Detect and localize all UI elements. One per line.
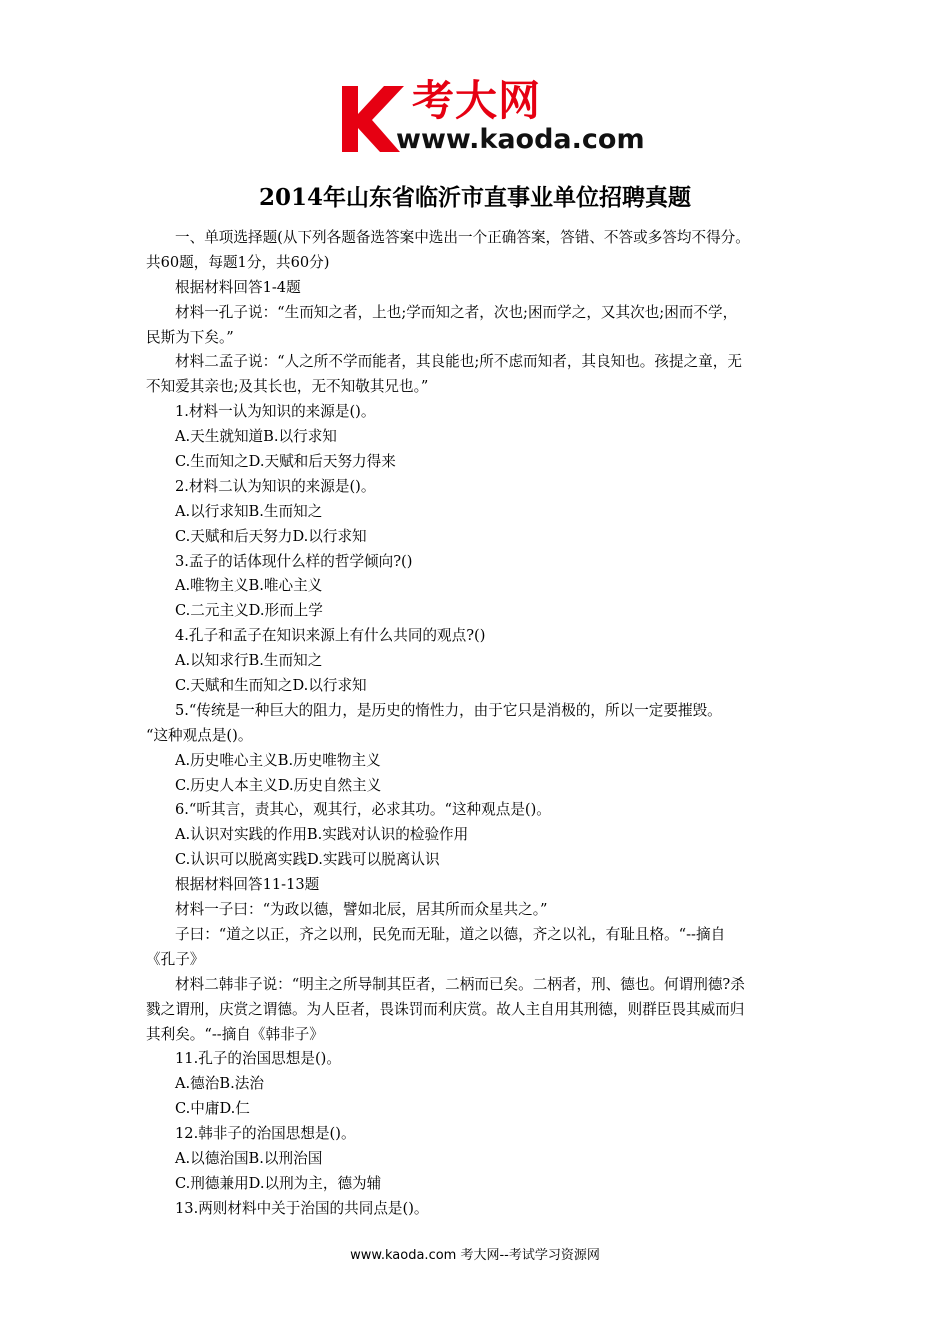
logo-brand-name: 考大网 bbox=[412, 76, 542, 125]
text-line: 戮之谓刑，庆赏之谓德。为人臣者，畏诛罚而利庆赏。故人主自用其刑德，则群臣畏其威而归 bbox=[146, 1000, 745, 1018]
text-line: C.生而知之D.天赋和后天努力得来 bbox=[175, 453, 396, 471]
text-line: 13.两则材料中关于治国的共同点是()。 bbox=[175, 1199, 429, 1217]
text-line: 一、单项选择题(从下列各题备选答案中选出一个正确答案，答错、不答或多答均不得分。 bbox=[175, 229, 750, 246]
text-line: 材料二孟子说：“人之所不学而能者，其良能也;所不虑而知者，其良知也。孩提之童，无 bbox=[175, 353, 742, 371]
text-line: A.唯物主义B.唯心主义 bbox=[175, 577, 323, 595]
document-body bbox=[146, 226, 816, 1222]
text-line: 材料一孔子说：“生而知之者，上也;学而知之者，次也;困而学之，又其次也;困而不学， bbox=[175, 303, 738, 321]
text-line: C.刑德兼用D.以刑为主，德为辅 bbox=[175, 1174, 382, 1192]
text-line: C.中庸D.仁 bbox=[175, 1100, 250, 1118]
text-line: C.历史人本主义D.历史自然主义 bbox=[175, 776, 382, 794]
page-footer: www.kaoda.com 考大网--考试学习资源网 bbox=[350, 1248, 600, 1263]
text-line: 材料一子曰：“为政以德，譬如北辰，居其所而众星共之。” bbox=[175, 901, 548, 919]
text-line: A.以知求行B.生而知之 bbox=[175, 652, 323, 670]
text-line: A.认识对实践的作用B.实践对认识的检验作用 bbox=[175, 826, 469, 844]
logo-url: www.kaoda.com bbox=[396, 124, 645, 155]
text-line: 子曰：“道之以正，齐之以刑，民免而无耻，道之以德，齐之以礼，有耻且格。“--摘自 bbox=[175, 925, 726, 943]
kaoda-logo[interactable] bbox=[338, 78, 658, 158]
text-line: 根据材料回答11-13题 bbox=[175, 876, 320, 894]
text-line: A.德治B.法治 bbox=[175, 1075, 264, 1093]
text-line: C.天赋和生而知之D.以行求知 bbox=[175, 677, 367, 695]
text-line: A.历史唯心主义B.历史唯物主义 bbox=[175, 751, 381, 769]
text-line: 4.孔子和孟子在知识来源上有什么共同的观点?() bbox=[175, 627, 486, 645]
text-line: 不知爱其亲也;及其长也，无不知敬其兄也。” bbox=[146, 378, 429, 396]
text-line: 材料二韩非子说：“明主之所导制其臣者，二柄而已矣。二柄者，刑、德也。何谓刑德?杀 bbox=[175, 975, 745, 993]
text-line: 民斯为下矣。” bbox=[146, 328, 234, 346]
text-line: 《孔子》 bbox=[146, 950, 205, 968]
text-line: A.天生就知道B.以行求知 bbox=[175, 428, 337, 446]
text-line: 5.“传统是一种巨大的阻力，是历史的惰性力，由于它只是消极的，所以一定要摧毁。 bbox=[175, 701, 722, 719]
text-line: 12.韩非子的治国思想是()。 bbox=[175, 1125, 356, 1143]
text-line: A.以德治国B.以刑治国 bbox=[175, 1149, 323, 1167]
text-line: C.认识可以脱离实践D.实践可以脱离认识 bbox=[175, 851, 440, 869]
text-line: 11.孔子的治国思想是()。 bbox=[175, 1050, 341, 1068]
text-line: “这种观点是()。 bbox=[146, 726, 253, 744]
text-line: 3.孟子的话体现什么样的哲学倾向?() bbox=[175, 552, 413, 570]
text-line: 6.“听其言，责其心，观其行，必求其功。“这种观点是()。 bbox=[175, 801, 551, 819]
text-line: 1.材料一认为知识的来源是()。 bbox=[175, 403, 376, 421]
text-line: 根据材料回答1-4题 bbox=[175, 278, 301, 296]
text-line: C.二元主义D.形而上学 bbox=[175, 602, 323, 620]
text-line: C.天赋和后天努力D.以行求知 bbox=[175, 527, 367, 545]
document-title: 2014年山东省临沂市直事业单位招聘真题 bbox=[258, 184, 691, 211]
text-line: A.以行求知B.生而知之 bbox=[175, 502, 323, 520]
text-line: 其利矣。“--摘自《韩非子》 bbox=[146, 1025, 324, 1043]
text-line: 2.材料二认为知识的来源是()。 bbox=[175, 477, 376, 495]
text-line: 共60题，每题1分，共60分) bbox=[146, 253, 330, 271]
